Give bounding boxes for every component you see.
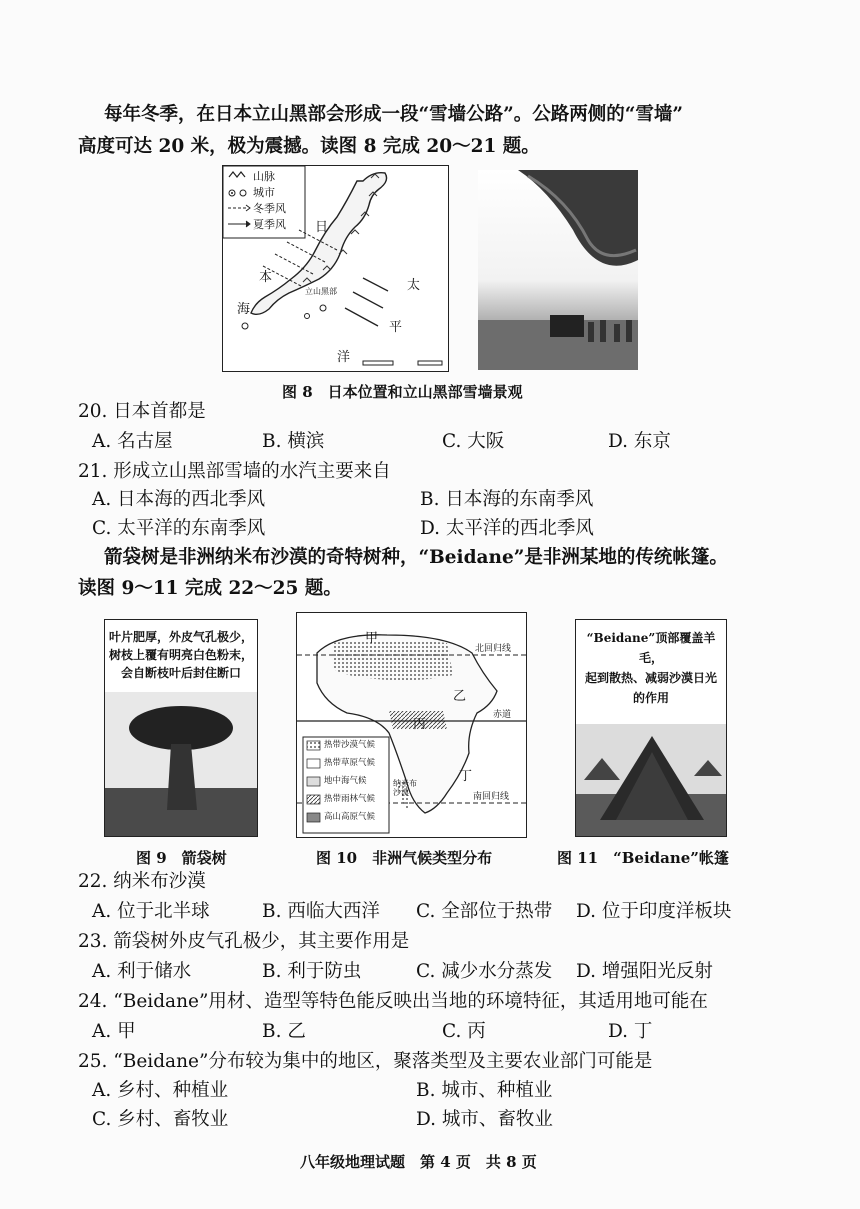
fig11-text-2: 起到散热、减弱沙漠日光 [584,671,717,685]
page-footer: 八年级地理试题 第 4 页 共 8 页 [300,1153,537,1171]
intro2-line-1: 箭袋树是非洲纳米布沙漠的奇特树种，“Beidane”是非洲某地的传统帐篷。 [104,547,728,568]
label-yang: 洋 [337,350,351,365]
beidane-tent-photo-svg [576,724,726,836]
legend-desert: 热带沙漠气候 [324,740,376,750]
q20-option-c[interactable]: C. 大阪 [442,431,505,452]
q21-option-a[interactable]: A. 日本海的西北季风 [92,489,266,510]
label-tropic-south: 南回归线 [473,792,510,802]
snow-wall-photo-svg [478,170,638,370]
fig11-text-3: 的作用 [632,691,669,705]
legend-rainforest: 热带雨林气候 [324,794,376,804]
q21-stem: 21. 形成立山黑部雪墙的水汽主要来自 [78,461,391,482]
q20-stem: 20. 日本首都是 [78,401,206,422]
intro-line-1: 每年冬季，在日本立山黑部会形成一段“雪墙公路”。公路两侧的“雪墙” [104,104,684,125]
figure-10-caption: 图 10 非洲气候类型分布 [316,849,493,867]
label-tropic-north: 北回归线 [475,644,512,654]
label-hai: 海 [237,302,251,317]
legend-highland: 高山高原气候 [324,812,376,822]
label-ping: 平 [389,320,403,335]
q23-option-d[interactable]: D. 增强阳光反射 [576,961,713,982]
q21-option-c[interactable]: C. 太平洋的东南季风 [92,518,266,539]
fig9-text-2: 树枝上覆有明亮白色粉末， [108,648,253,662]
legend-city: 城市 [253,186,275,199]
legend-mountain: 山脉 [253,170,275,183]
q22-stem: 22. 纳米布沙漠 [78,871,206,892]
legend-savanna: 热带草原气候 [324,758,376,768]
quiver-tree-photo-svg [105,692,257,836]
q20-option-b[interactable]: B. 横滨 [262,431,325,452]
q25-option-a[interactable]: A. 乡村、种植业 [92,1080,229,1101]
q25-option-d[interactable]: D. 城市、畜牧业 [416,1109,553,1130]
legend-winter-monsoon: 冬季风 [253,202,286,215]
legend-mediterranean: 地中海气候 [324,776,367,786]
figure-10-africa-climate-map [296,612,527,838]
q23-option-c[interactable]: C. 减少水分蒸发 [416,961,553,982]
fig9-text-3: 会自断枝叶后封住断口 [120,666,241,680]
label-tateyama: 立山黑部 [305,287,337,296]
q22-option-a[interactable]: A. 位于北半球 [92,901,210,922]
figure-11-caption: 图 11 “Beidane”帐篷 [557,849,729,867]
q24-option-a[interactable]: A. 甲 [92,1021,136,1042]
intro2-line-2: 读图 9～11 完成 22～25 题。 [78,578,342,599]
label-ben: 本 [259,270,273,285]
q21-option-d[interactable]: D. 太平洋的西北季风 [420,518,594,539]
intro-line-2: 高度可达 20 米，极为震撼。读图 8 完成 20～21 题。 [78,136,540,157]
figure-8-caption: 图 8 日本位置和立山黑部雪墙景观 [282,383,523,401]
q22-option-b[interactable]: B. 西临大西洋 [262,901,380,922]
q20-option-d[interactable]: D. 东京 [608,431,671,452]
fig11-text-1: “Beidane”顶部覆盖羊毛， [586,631,716,665]
label-equator: 赤道 [493,710,512,720]
q24-stem: 24. “Beidane”用材、造型等特色能反映出当地的环境特征，其适用地可能在 [78,991,708,1012]
label-jia: 甲 [365,631,379,646]
q23-stem: 23. 箭袋树外皮气孔极少，其主要作用是 [78,931,410,952]
q24-option-d[interactable]: D. 丁 [608,1021,653,1042]
q22-option-c[interactable]: C. 全部位于热带 [416,901,553,922]
figure-9-quiver-tree [104,619,258,837]
label-namib: 纳米布沙漠 [393,779,417,797]
q25-option-c[interactable]: C. 乡村、畜牧业 [92,1109,229,1130]
figure-8-photo-snow-wall [478,170,638,370]
q25-option-b[interactable]: B. 城市、种植业 [416,1080,553,1101]
label-ding: 丁 [459,769,473,784]
label-bing: 丙 [413,717,427,732]
label-yi: 乙 [453,689,467,704]
legend-summer-monsoon: 夏季风 [253,218,286,231]
label-ri: 日 [315,220,329,235]
figure-9-caption: 图 9 箭袋树 [136,849,227,867]
q23-option-b[interactable]: B. 利于防虫 [262,961,362,982]
figure-11-beidane-tent [575,619,727,837]
q24-option-b[interactable]: B. 乙 [262,1021,306,1042]
q22-option-d[interactable]: D. 位于印度洋板块 [576,901,732,922]
q20-option-a[interactable]: A. 名古屋 [92,431,173,452]
label-tai: 太 [407,278,421,293]
q25-stem: 25. “Beidane”分布较为集中的地区，聚落类型及主要农业部门可能是 [78,1051,653,1072]
q23-option-a[interactable]: A. 利于储水 [92,961,192,982]
fig9-text-1: 叶片肥厚，外皮气孔极少， [108,630,253,644]
figure-8-map [222,165,449,372]
q21-option-b[interactable]: B. 日本海的东南季风 [420,489,594,510]
q24-option-c[interactable]: C. 丙 [442,1021,486,1042]
